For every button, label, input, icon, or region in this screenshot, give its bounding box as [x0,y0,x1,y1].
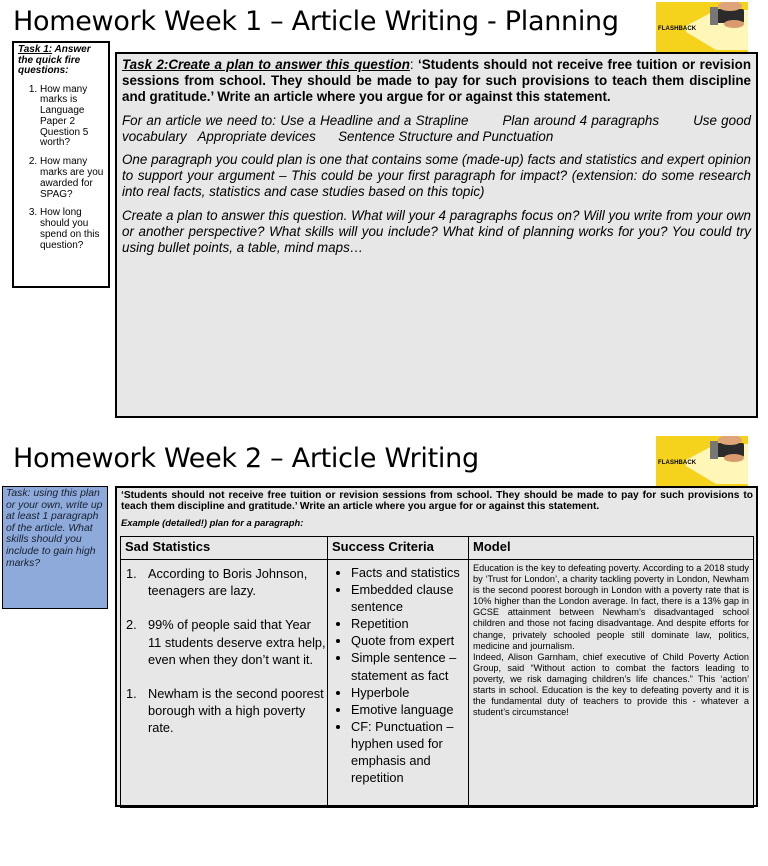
statistic-item: 2. 99% of people said that Year 11 students deserve extra help, even when they don’t want it. [126,617,326,667]
criteria-item: • Quote from expert [351,632,465,649]
task2-paragraph-tip: One paragraph you could plan is one that contains some (made-up) facts and statistics and expert opinion to support your argument – This could be your first paragraph for impact? (extension: do some research into real facts, statistics and case studies based on this topic) [122,152,751,200]
statistic-item: 1. Newham is the second poorest borough with a high poverty rate. [126,686,324,736]
week2-plan-box [115,486,758,807]
week2-question: ‘Students should not receive free tuition or revision sessions from school. They should be made to pay for such provisions to teach them discipline and gratitude.’ Write an article where you argue for or against this statement. [121,490,753,513]
task1-questions [14,85,108,252]
criteria-item: • Emotive language [351,701,465,718]
week1-title: Homework Week 1 – Article Writing - Planning [13,6,619,37]
example-plan-label: Example (detailed!) plan for a paragraph: [121,516,304,528]
criteria-item: • Repetition [351,615,465,632]
criteria-item: • Embedded clause sentence [351,581,465,615]
flashback-badge-week2 [656,436,748,486]
task2-question: Task 2:Create a plan to answer this question: ‘Students should not receive free tuition or revision sessions from school. They should be made to pay for such provisions to teach them discipline and gratitude.’ Write an article where you argue for or against this statement. [122,57,751,105]
task1-question: 1. How many marks is Language Paper 2 Question 5 worth? [40,85,106,150]
flashback-badge-week1 [656,2,748,52]
task1-box [12,41,110,288]
task2-requirements: For an article we need to: Use a Headline and a Strapline Plan around 4 paragraphs Use good vocabulary Appropriate devices Sentence Structure and Punctuation [122,112,751,144]
task2-plan-instructions: Create a plan to answer this question. What will your 4 paragraphs focus on? Will you write from your own or another perspective? What skills will you include? What kind of planning works for you? You could try using bullet points, a table, mind maps… [122,207,751,256]
flashback-label: FLASHBACK [658,460,697,466]
column-header-success-criteria: Success Criteria [328,537,469,560]
task1-question: 3. How long should you spend on this question? [40,208,106,251]
week2-title: Homework Week 2 – Article Writing [13,443,479,474]
model-paragraph-cell [469,560,754,808]
criteria-item: • Simple sentence – statement as fact [351,649,465,683]
plan-table [120,536,754,808]
task2-box [115,52,758,418]
task1-question: 2. How many marks are you awarded for SPAG? [40,157,106,200]
task1-heading: Task 1: Answer the quick fire questions: [18,44,91,76]
success-criteria-cell [328,560,469,808]
criteria-item: • CF: Punctuation – hyphen used for emphasis and repetition [351,718,465,786]
model-paragraph-1: Education is the key to defeating poverty. According to a 2018 study by ‘Trust for London’, a charity tackling poverty in London, Newham is the second poorest borough in London with a poverty rate that is 10% higher than the London average. In fact, there is a 13% gap in GCSE attainment between Newham’s disadvantaged school children and those not facing disadvantage. And despite efforts for change, privately schooled people still dominate law, politics, medicine and journalism. [473,563,749,651]
sad-statistics-cell [121,560,328,808]
column-header-model: Model [469,537,754,560]
model-paragraph-2: Indeed, Alison Garnham, chief executive of Child Poverty Action Group, said “Without action to combat the factors leading to poverty, we risk damaging children’s life chances.” This ‘action’ starts in school. Education is the key to defeating poverty and it is the fundamental duty of teachers to provide this - whatever a student’s circumstance! [473,651,749,718]
criteria-item: • Hyperbole [351,684,465,701]
column-header-sad-statistics: Sad Statistics [121,537,328,560]
side-task-box: Task: using this plan or your own, write up at least 1 paragraph of the article. What skills should you include to gain high marks? [2,486,108,609]
statistic-item: 1. According to Boris Johnson, teenagers are lazy. [126,566,308,599]
flashback-label: FLASHBACK [658,26,697,32]
criteria-item: • Facts and statistics [351,564,465,581]
